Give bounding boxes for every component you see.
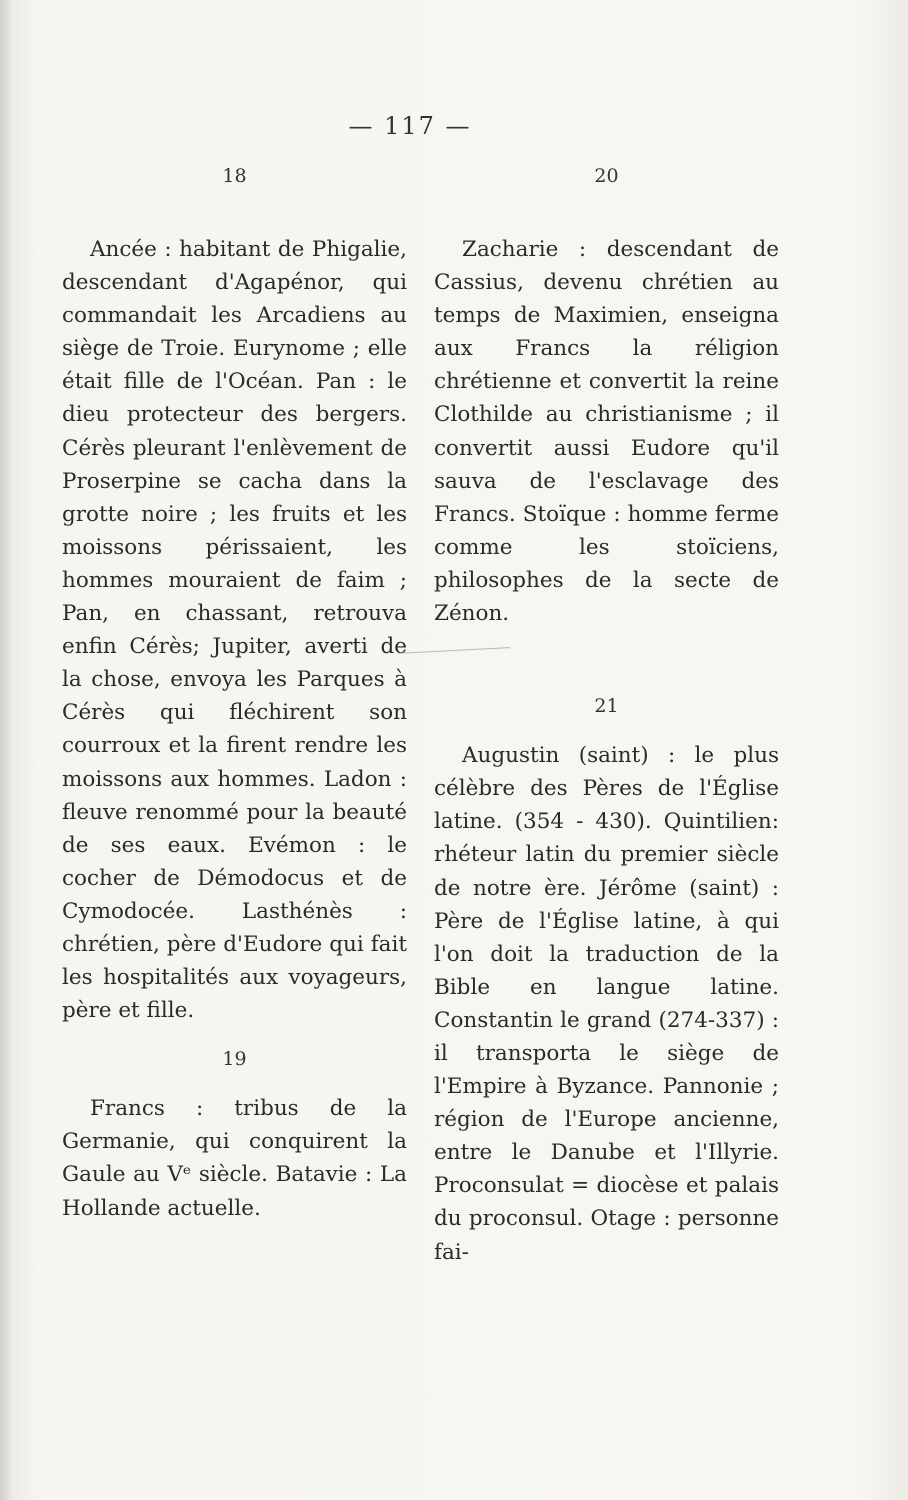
section-number-20: 20 xyxy=(594,165,619,187)
note-text-18: Ancée : habitant de Phigalie, descendant d'Agapénor, qui commandait les Arcadiens au siège de Troie. Eurynome ; elle était fille de l'Océan. Pan : le dieu protecteur des bergers. Cérès pleurant l'enlèvement de Proserpine se cacha dans la grotte noire ; les fruits et les moissons périssaient, les hommes mouraient de faim ; Pan, en chassant, retrouva enfin Cérès; Jupiter, averti de la chose, envoya les Parques à Cérès qui fléchirent son courroux et la firent rendre les moissons aux hommes. Ladon : fleuve renommé pour la beauté de ses eaux. Evémon : le cocher de Démodocus et de Cymodocée. Lasthénès : chrétien, père d'Eudore qui fait les hospitalités aux voyageurs, père et fille. xyxy=(62,237,407,1024)
section-number-21: 21 xyxy=(594,695,619,718)
note-text-20: Zacharie : descendant de Cassius, devenu chrétien au temps de Maximien, enseigna aux Francs la réligion chrétienne et convertit la reine Clothilde au christianisme ; il convertit aussi Eudore qu'il sauva de l'esclavage des Francs. Stoïque : homme ferme comme les stoïciens, philosophes de la secte de Zénon. xyxy=(434,237,779,627)
right-column xyxy=(434,160,779,1269)
left-column xyxy=(62,160,407,1225)
section-number-19: 19 xyxy=(222,1048,247,1071)
page-number: — 117 — xyxy=(348,112,472,140)
note-text-21: Augustin (saint) : le plus célèbre des Pères de l'Église latine. (354 - 430). Quintilien: rhéteur latin du premier siècle de notre ère. Jérôme (saint) : Père de l'Église latine, à qui l'on doit la traduction de la Bible en langue latine. Constantin le grand (274-337) : il transporta le siège de l'Empire à Byzance. Pannonie ; région de l'Europe ancienne, entre le Danube et l'Illyrie. Proconsulat = diocèse et palais du proconsul. Otage : personne fai- xyxy=(434,743,779,1265)
page-edge-shadow xyxy=(0,0,14,1500)
note-text-19: Francs : tribus de la Germanie, qui conquirent la Gaule au Vᵉ siècle. Batavie : La Hollande actuelle. xyxy=(62,1096,407,1221)
section-number-18: 18 xyxy=(222,165,247,187)
